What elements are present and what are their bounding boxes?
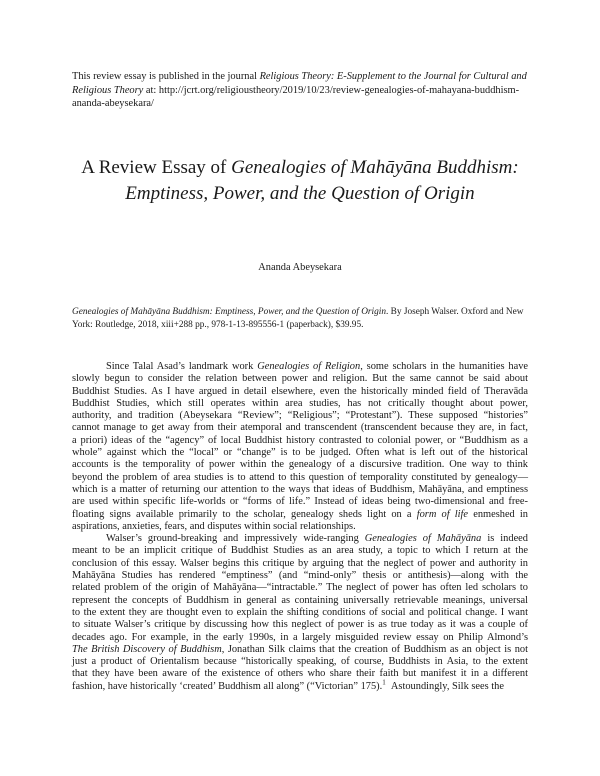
italic-title: Genealogies of Mahāyāna xyxy=(364,533,482,545)
body-line: just a product of Orientalism because “historically speaking, of course, Buddhists in Asia, to the extent xyxy=(72,656,528,668)
journal-name: Religious Theory: E-Supplement to the Journal for Cultural and Religious Theory xyxy=(72,71,527,96)
body-line: meant to be an implicit critique of Buddhist Studies as an area study, a topic to which I return at the xyxy=(72,545,528,557)
book-citation xyxy=(72,306,528,332)
body-line: to the extent they are thought even to explain the shifting conditions of social and political change. I want xyxy=(72,606,528,618)
body-line: Walser’s ground-breaking and impressively wide-ranging Genealogies of Mahāyāna is indeed xyxy=(106,533,528,545)
body-line: whole” against which the “local” or “change” is to be judged. Often what is left out of the historical xyxy=(72,447,528,459)
body-line-text: fashion, have historically ‘created’ Buddhism all along” (“Victorian” 175). xyxy=(72,680,383,692)
body-line: slowly begun to consider the relation between power and religion. But the same cannot be said about xyxy=(72,373,528,385)
body-line: beyond the problem of area studies is to attend to this question of temporality constituted by genealogy— xyxy=(72,471,528,483)
title-prefix: A Review Essay of xyxy=(81,157,232,178)
body-line: authority, and tradition (Abeysekara “Review”; “Religious”; “Protestant”). These supposed “histories” xyxy=(72,410,528,422)
body-line: related problem of the origin of Mahāyāna—“intractable.” The neglect of power has often led scholars to xyxy=(72,582,528,594)
body-line: a priori) ideas of the “agency” of local Buddhist history contrasted to colonial power, or “Buddhism as a xyxy=(72,434,528,446)
book-details: . By Joseph Walser. Oxford and New York: Routledge, 2018, xiii+288 pp., 978-1-13-895556-1 (paperback), $39.95. xyxy=(72,307,524,330)
body-line: floating signs available primarily to the scholar, genealogy sheds light on a form of life enmeshed in xyxy=(72,508,529,520)
footnote-marker: 1 xyxy=(382,678,386,687)
body-line: that they have been aware of the existence of others who share their faith but manifest it in a different xyxy=(72,668,528,680)
body-text xyxy=(72,361,528,693)
body-line-last xyxy=(72,678,528,693)
body-line: are used within specific life-worlds or “forms of life.” Instead of ideas being two-dimensional and free- xyxy=(72,496,528,508)
body-line: Buddhist Studies. As I have argued in detail elsewhere, even the historically minded field of Theravāda xyxy=(72,385,528,397)
article-title xyxy=(80,155,520,207)
body-line: cannot manage to get away from their atemporal and transcendent (transcendent because they are, in fact, xyxy=(72,422,528,434)
body-line: accounts is the temporality of power within the genealogy of a discursive tradition. One way to think xyxy=(72,459,528,471)
pub-note-prefix: This review essay is published in the journal xyxy=(72,71,260,82)
body-line: Mahāyāna Studies has rendered “emptiness” (and “mind-only” thesis or antithesis)—along with the xyxy=(72,570,528,582)
author-name: Ananda Abeysekara xyxy=(258,262,342,273)
book-title: Genealogies of Mahāyāna Buddhism: Emptiness, Power, and the Question of Origin xyxy=(72,307,386,317)
publication-note xyxy=(72,70,528,111)
body-line: which is a matter of returning our attention to the ways that ideas of Buddhism, Mahāyāna, and emptiness xyxy=(72,483,528,495)
body-line: decades ago. For example, in the early 1990s, in a largely misguided review essay on Philip Almond’s xyxy=(72,631,528,643)
body-line: aspirations, anxieties, fears, and disputes within social relationships. xyxy=(72,520,356,532)
title-book-name: Genealogies of Mahāyāna Buddhism: Emptiness, Power, and the Question of Origin xyxy=(125,157,519,204)
pub-note-url: at: http://jcrt.org/religioustheory/2019/10/23/review-genealogies-of-mahayana-buddhism-ananda-abeysekara/ xyxy=(72,84,520,110)
italic-title: form of life xyxy=(416,508,469,520)
italic-title: Genealogies of Religion xyxy=(257,361,361,372)
body-line-text: Astoundingly, Silk sees the xyxy=(390,680,504,692)
italic-title: The British Discovery of Buddhism xyxy=(72,643,222,655)
body-line: Since Talal Asad’s landmark work Genealogies of Religion, some scholars in the humanities have xyxy=(106,361,529,372)
body-line: represent the concepts of Buddhism in general as containing universally retrievable meanings, universal xyxy=(72,594,528,606)
body-line: conclusion of this essay. Walser begins this critique by arguing that the neglect of power and authority in xyxy=(72,557,528,569)
body-line: Buddhist Studies, which still operates within area studies, has not critically thought about power, xyxy=(72,397,528,409)
body-line: The British Discovery of Buddhism, Jonathan Silk claims that the creation of Buddhism as an object is not xyxy=(72,643,528,655)
body-line: to situate Walser’s critique by discussing how this neglect of power is as true today as it was a couple of xyxy=(72,619,528,631)
